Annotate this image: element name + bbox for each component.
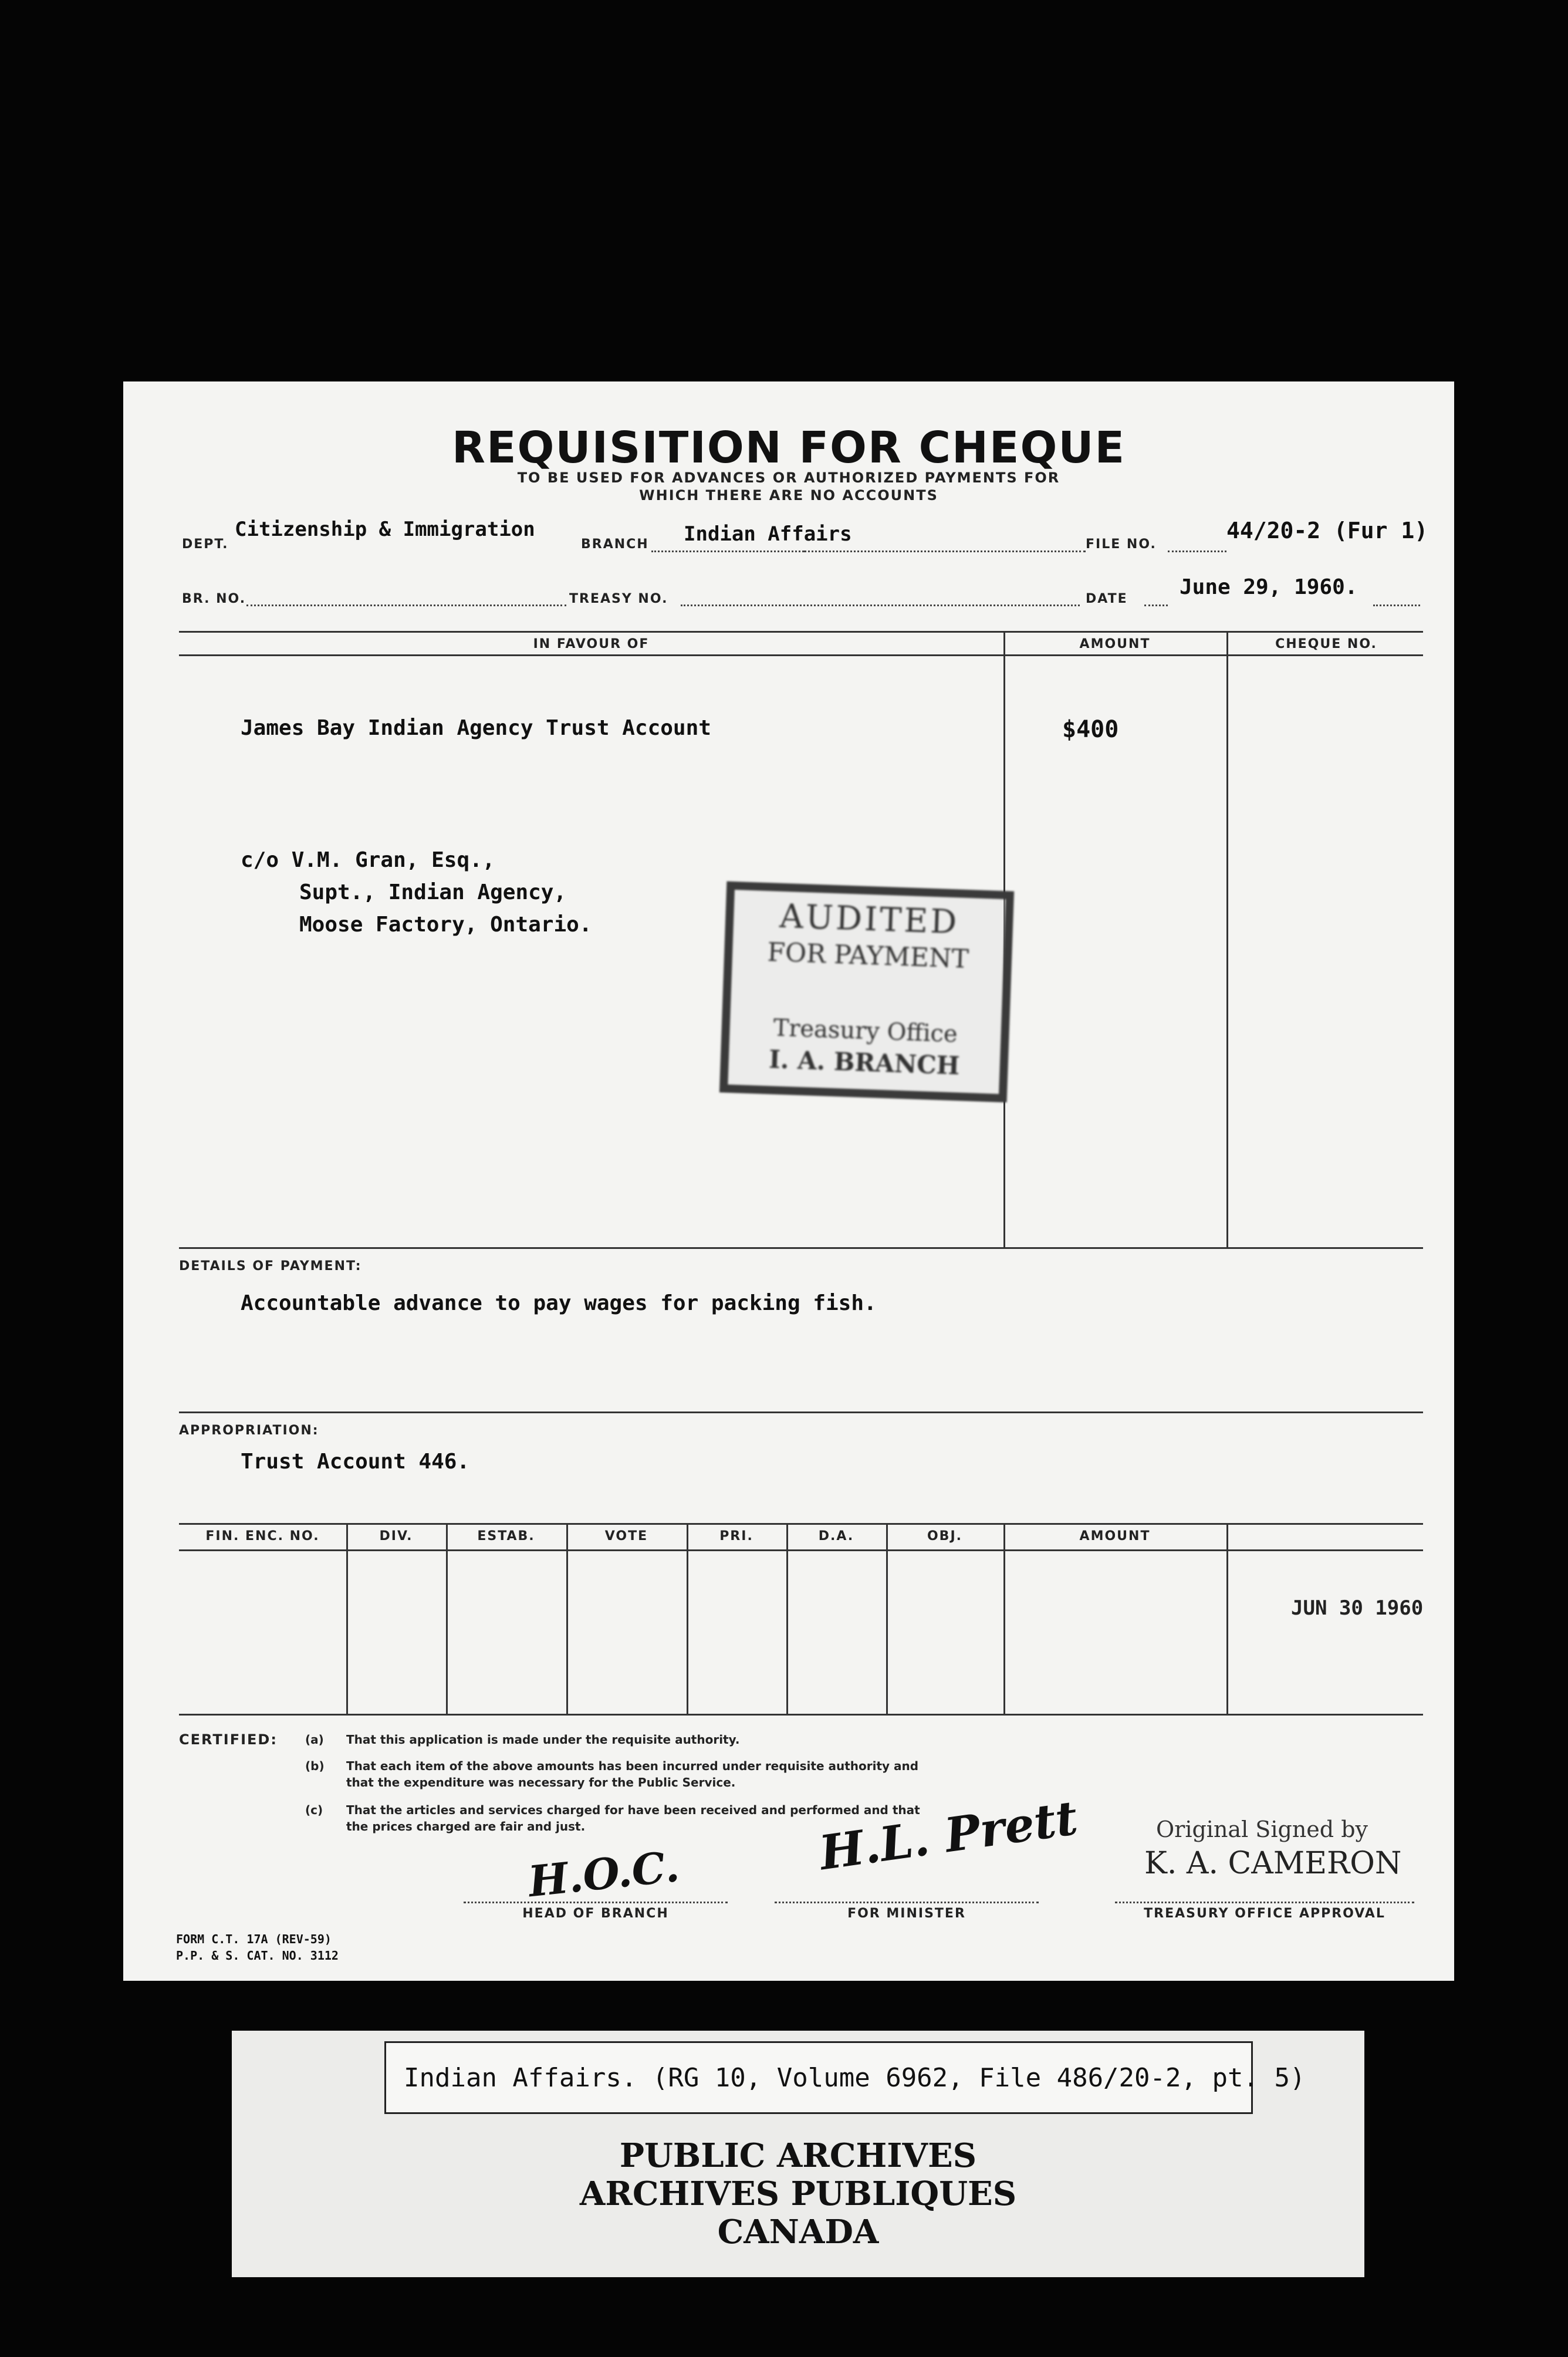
stamp-line4: I. A. BRANCH <box>768 1045 961 1080</box>
br-no-label: BR. NO. <box>182 592 246 606</box>
branch-label: BRANCH <box>581 537 649 552</box>
form-number-line2: P.P. & S. CAT. NO. 3112 <box>176 1949 339 1963</box>
form-number-line1: FORM C.T. 17A (REV-59) <box>176 1932 332 1946</box>
details-value: Accountable advance to pay wages for packing fish. <box>241 1291 877 1315</box>
dept-label: DEPT. <box>182 537 229 552</box>
for-minister-label: FOR MINISTER <box>847 1906 966 1921</box>
date-label: DATE <box>1086 592 1128 606</box>
form-subtitle-line1: TO BE USED FOR ADVANCES OR AUTHORIZED PAYMENTS FOR <box>517 470 1060 486</box>
minister-signature: H.L. Prett <box>816 1789 1081 1881</box>
treasury-approval-label: TREASURY OFFICE APPROVAL <box>1144 1906 1385 1921</box>
form-subtitle-line2: WHICH THERE ARE NO ACCOUNTS <box>639 487 938 504</box>
treasy-no-label: TREASY NO. <box>569 592 668 606</box>
date-stamp: JUN 30 1960 <box>1291 1596 1424 1620</box>
archive-reference: Indian Affairs. (RG 10, Volume 6962, File 486/20-2, pt. 5) <box>404 2063 1306 2093</box>
col-in-favour-of: IN FAVOUR OF <box>533 637 650 651</box>
certified-b-text2: that the expenditure was necessary for the Public Service. <box>346 1775 736 1789</box>
branch-value: Indian Affairs <box>684 522 852 546</box>
certified-c-text2: the prices charged are fair and just. <box>346 1819 586 1833</box>
appropriation-label: APPROPRIATION: <box>179 1423 319 1438</box>
col-div: DIV. <box>379 1529 413 1544</box>
payment-amount: $400 <box>1062 716 1119 743</box>
audited-stamp <box>719 882 1014 1103</box>
date-value: June 29, 1960. <box>1180 575 1358 599</box>
file-no-value: 44/20-2 (Fur 1) <box>1226 518 1428 543</box>
certified-a-key: (a) <box>305 1733 324 1747</box>
original-signed-label: Original Signed by <box>1156 1816 1368 1842</box>
stamp-line3: Treasury Office <box>772 1014 958 1048</box>
certified-b-text: That each item of the above amounts has been incurred under requisite authority and <box>346 1759 919 1773</box>
archive-reference-box <box>384 2041 1306 2114</box>
appropriation-value: Trust Account 446. <box>241 1450 470 1474</box>
certified-c-key: (c) <box>305 1803 323 1817</box>
col-pri: PRI. <box>719 1529 753 1544</box>
head-initials-signature: H.O.C. <box>526 1841 682 1907</box>
col-obj: OBJ. <box>927 1529 962 1544</box>
payee-name: James Bay Indian Agency Trust Account <box>241 716 711 740</box>
certified-b-key: (b) <box>305 1759 325 1773</box>
stamp-line2: FOR PAYMENT <box>766 937 969 975</box>
certified-c-text: That the articles and services charged for have been received and performed and that <box>346 1803 920 1817</box>
care-of-line2: Supt., Indian Agency, <box>299 880 567 904</box>
stamp-line1: AUDITED <box>779 897 960 942</box>
treasury-signer: K. A. CAMERON <box>1144 1846 1402 1881</box>
col-da: D.A. <box>818 1529 854 1544</box>
head-of-branch-label: HEAD OF BRANCH <box>522 1906 669 1921</box>
certified-a-text: That this application is made under the requisite authority. <box>346 1733 740 1747</box>
archives-line3: CANADA <box>717 2213 879 2251</box>
requisition-form <box>123 381 1454 1981</box>
col-fin-enc-no: FIN. ENC. NO. <box>205 1529 320 1544</box>
care-of-line1: c/o V.M. Gran, Esq., <box>241 848 495 872</box>
col-coding-amount: AMOUNT <box>1079 1529 1151 1544</box>
col-cheque-no: CHEQUE NO. <box>1275 637 1377 651</box>
care-of-line3: Moose Factory, Ontario. <box>299 913 592 937</box>
dept-value: Citizenship & Immigration <box>235 518 535 541</box>
form-title: REQUISITION FOR CHEQUE <box>451 423 1126 473</box>
col-estab: ESTAB. <box>477 1529 535 1544</box>
col-amount: AMOUNT <box>1079 637 1151 651</box>
archives-line1: PUBLIC ARCHIVES <box>619 2136 977 2175</box>
col-vote: VOTE <box>604 1529 648 1544</box>
certified-label: CERTIFIED: <box>179 1731 278 1748</box>
file-no-label: FILE NO. <box>1086 537 1157 552</box>
details-label: DETAILS OF PAYMENT: <box>179 1259 362 1274</box>
archives-line2: ARCHIVES PUBLIQUES <box>579 2174 1017 2213</box>
